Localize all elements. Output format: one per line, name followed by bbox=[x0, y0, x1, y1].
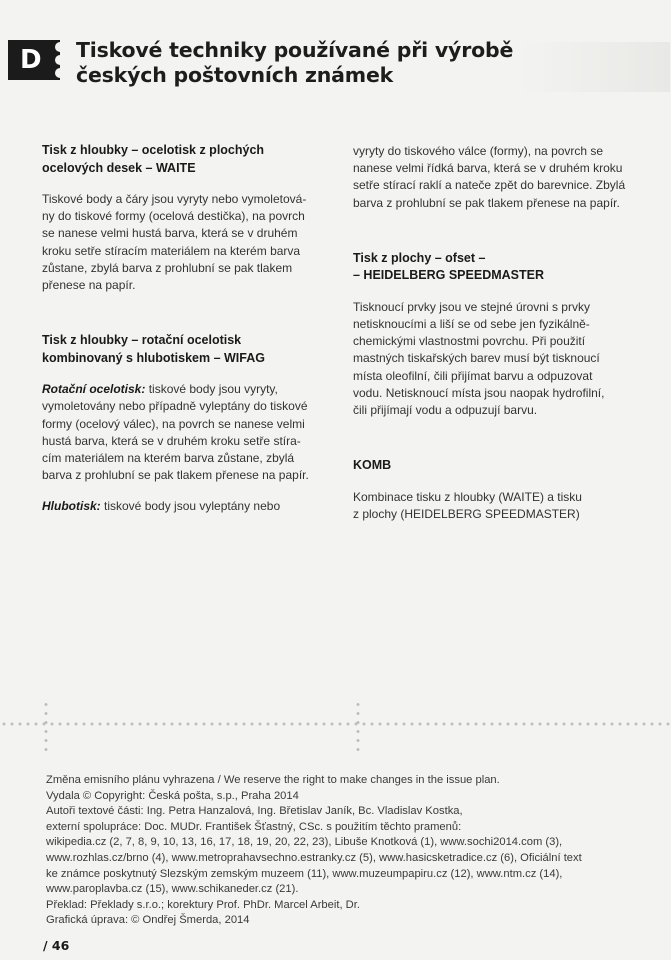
section-heading-komb bbox=[353, 457, 643, 475]
stamp-perforation bbox=[55, 68, 65, 78]
stamp-perforation bbox=[55, 55, 65, 65]
heading-line: kombinovaný s hlubotiskem – WIFAG bbox=[42, 350, 265, 365]
dotted-guide bbox=[44, 700, 48, 752]
section-badge bbox=[8, 40, 60, 80]
imprint-line: ke známce poskytnutý Slezským zemským muzeem (11), www.muzeumpapiru.cz (12), www.ntm.cz (14), bbox=[46, 867, 563, 880]
body-line: mastných tiskařských barev musí být tisknoucí bbox=[353, 351, 600, 366]
section-body-waite bbox=[42, 191, 332, 294]
imprint-line: externí spolupráce: Doc. MUDr. František Šťastný, CSc. s použitím těchto pramenů: bbox=[46, 820, 462, 833]
heading-line: ocelových desek – WAITE bbox=[42, 160, 196, 175]
body-line: tiskové body jsou vyryty, bbox=[145, 382, 278, 397]
body-line: Tiskové body a čáry jsou vyryty nebo vymoletová- bbox=[42, 192, 307, 206]
imprint-line: Autoři textové části: Ing. Petra Hanzalová, Ing. Břetislav Janík, Bc. Vladislav Kostka, bbox=[46, 805, 463, 818]
dotted-separator bbox=[0, 722, 671, 726]
title-line: českých poštovních známek bbox=[76, 63, 394, 87]
body-line: kroku setře stíracím materiálem na kterém barva bbox=[42, 243, 301, 258]
heading-line: Tisk z plochy – ofset – bbox=[353, 250, 486, 265]
body-line: hustá barva, která se v druhém kroku setře stíra- bbox=[42, 433, 301, 448]
body-line: vodu. Netisknoucí místa jsou naopak hydrofilní, bbox=[353, 385, 605, 400]
imprint-line: Změna emisního plánu vyhrazena / We reserve the right to make changes in the issue plan. bbox=[46, 774, 500, 786]
body-line: chemickými vlastnostmi povrchu. Při použití bbox=[353, 334, 586, 349]
heading-line: KOMB bbox=[353, 458, 392, 473]
heading-line: Tisk z hloubky – rotační ocelotisk bbox=[42, 333, 242, 348]
title-line: Tiskové techniky používané při výrobě bbox=[76, 38, 514, 62]
body-line: čili přijímají vodu a odpuzují barvu. bbox=[353, 403, 538, 418]
body-line: barva z prohlubní se pak tlakem přenese na papír. bbox=[42, 468, 309, 483]
page-number: / 46 bbox=[43, 938, 70, 953]
section-body-hlubotisk bbox=[42, 498, 332, 515]
dotted-guide bbox=[356, 700, 360, 752]
term-label: Rotační ocelotisk: bbox=[42, 382, 146, 397]
left-column bbox=[42, 142, 332, 516]
section-body-ofset bbox=[353, 299, 643, 419]
section-body-continued bbox=[353, 143, 643, 212]
body-line: tiskové body jsou vyleptány nebo bbox=[100, 499, 281, 514]
body-line: z plochy (HEIDELBERG SPEEDMASTER) bbox=[353, 506, 580, 521]
stamp-perforation bbox=[55, 42, 65, 52]
heading-line: – HEIDELBERG SPEEDMASTER bbox=[353, 268, 545, 283]
imprint-line: Grafická úprava: © Ondřej Šmerda, 2014 bbox=[46, 914, 250, 927]
page-title bbox=[76, 38, 596, 88]
right-column bbox=[353, 143, 643, 523]
body-line: netisknoucími a liší se od sebe jen fyzikálně- bbox=[353, 317, 590, 332]
body-line: přenese na papír. bbox=[42, 278, 136, 293]
body-line: nanese velmi řídká barva, která se v druhém kroku bbox=[353, 161, 623, 176]
section-letter: D bbox=[20, 45, 42, 75]
body-line: Tisknoucí prvky jsou ve stejné úrovni s prvky bbox=[353, 299, 590, 314]
body-line: se nanese velmi hustá barva, která se v druhém bbox=[42, 226, 298, 241]
imprint-line: wikipedia.cz (2, 7, 8, 9, 10, 13, 16, 17, 18, 19, 20, 22, 23), Libuše Knotková (1), www.sochi2014.com (3), bbox=[46, 836, 563, 849]
term-label: Hlubotisk: bbox=[42, 499, 101, 514]
body-line: setře stírací raklí a nateče zpět do barevnice. Zbylá bbox=[353, 178, 626, 193]
imprint-line: www.paroplavba.cz (15), www.schikaneder.cz (21). bbox=[46, 883, 299, 896]
section-body-komb bbox=[353, 489, 643, 523]
body-line: cím materiálem na kterém barva zůstane, zbylá bbox=[42, 451, 295, 466]
body-line: barva z prohlubní se pak tlakem přenese na papír. bbox=[353, 195, 620, 210]
imprint-line: Překlad: Překlady s.r.o.; korektury Prof. PhDr. Marcel Arbeit, Dr. bbox=[46, 898, 360, 911]
body-line: formy (ocelový válec), na povrch se nanese velmi bbox=[42, 416, 305, 431]
imprint-line: Vydala © Copyright: Česká pošta, s.p., Praha 2014 bbox=[46, 789, 299, 802]
body-line: zůstane, zbylá barva z prohlubní se pak tlakem bbox=[42, 260, 293, 275]
body-line: vyryty do tiskového válce (formy), na povrch se bbox=[353, 144, 604, 158]
body-line: vymoletovány nebo případně vyleptány do tiskové bbox=[42, 399, 308, 414]
body-line: Kombinace tisku z hloubky (WAITE) a tisku bbox=[353, 489, 582, 504]
imprint-line: www.rozhlas.cz/brno (4), www.metroprahavsechno.estranky.cz (5), www.hasicsketradice.cz (6), Oficiální text bbox=[46, 851, 582, 864]
body-line: ny do tiskové formy (ocelová destička), na povrch bbox=[42, 209, 305, 224]
section-body-rotacni bbox=[42, 381, 332, 484]
section-heading-waite bbox=[42, 142, 332, 177]
section-heading-wifag bbox=[42, 332, 332, 367]
heading-line: Tisk z hloubky – ocelotisk z plochých bbox=[42, 143, 265, 157]
body-line: místa oleofilní, čili přijímat barvu a odpuzovat bbox=[353, 368, 593, 383]
imprint-block bbox=[46, 773, 646, 929]
section-heading-ofset bbox=[353, 250, 643, 285]
